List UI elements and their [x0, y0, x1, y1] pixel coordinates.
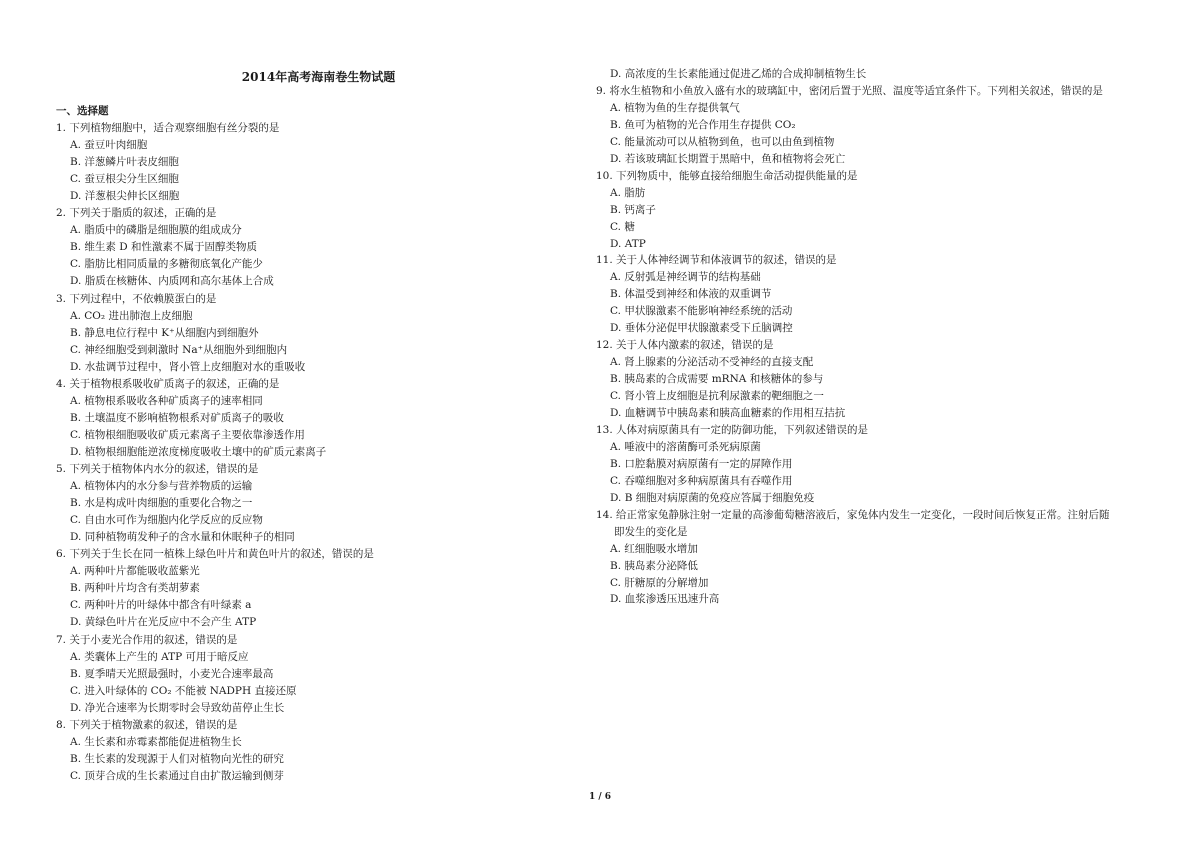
answer-option: A. 蚕豆叶肉细胞 — [70, 139, 148, 152]
question-stem: 10. 下列物质中，能够直接给细胞生命活动提供能量的是 — [596, 169, 858, 182]
answer-option: B. 两种叶片均含有类胡萝素 — [70, 582, 200, 595]
answer-option: B. 洋葱鳞片叶表皮细胞 — [70, 156, 179, 169]
answer-option: A. 红细胞吸水增加 — [610, 542, 698, 555]
answer-option: A. 脂质中的磷脂是细胞膜的组成成分 — [70, 224, 242, 237]
answer-option: D. 若该玻璃缸长期置于黑暗中，鱼和植物将会死亡 — [610, 152, 846, 165]
question-stem: 3. 下列过程中，不依赖膜蛋白的是 — [56, 292, 217, 305]
answer-option: A. 脂肪 — [610, 186, 646, 199]
question-stem: 9. 将水生植物和小鱼放入盛有水的玻璃缸中，密闭后置于光照、温度等适宜条件下。下列相关叙述，错误的是 — [596, 84, 1103, 97]
question-stem: 11. 关于人体神经调节和体液调节的叙述，错误的是 — [596, 254, 837, 267]
answer-option: B. 鱼可为植物的光合作用生存提供 CO₂ — [610, 118, 796, 131]
question-stem: 6. 下列关于生长在同一植株上绿色叶片和黄色叶片的叙述，错误的是 — [56, 548, 374, 561]
answer-option: B. 胰岛素的合成需要 mRNA 和核糖体的参与 — [610, 373, 824, 386]
answer-option: A. 唾液中的溶菌酶可杀死病原菌 — [610, 440, 761, 453]
answer-option: B. 夏季晴天光照最强时，小麦光合速率最高 — [70, 667, 274, 680]
page-title: 2014年高考海南卷生物试题 — [241, 70, 396, 84]
answer-option: D. 水盐调节过程中，肾小管上皮细胞对水的重吸收 — [70, 360, 306, 373]
answer-option: D. 垂体分泌促甲状腺激素受下丘脑调控 — [610, 322, 793, 335]
answer-option: A. 类囊体上产生的 ATP 可用于暗反应 — [70, 650, 249, 663]
answer-option: D. ATP — [610, 237, 646, 250]
answer-option: B. 口腔黏膜对病原菌有一定的屏障作用 — [610, 457, 793, 470]
answer-option: C. 肝糖原的分解增加 — [610, 576, 709, 589]
answer-option: D. 高浓度的生长素能通过促进乙烯的合成抑制植物生长 — [610, 68, 867, 80]
answer-option: B. 维生素 D 和性激素不属于固醇类物质 — [70, 241, 257, 254]
answer-option: C. 植物根细胞吸收矿质元素离子主要依靠渗透作用 — [70, 428, 305, 441]
answer-option: C. 吞噬细胞对多种病原菌具有吞噬作用 — [610, 474, 793, 487]
answer-option: B. 生长素的发现源于人们对植物向光性的研究 — [70, 752, 284, 765]
answer-option: D. 血浆渗透压迅速升高 — [610, 593, 720, 606]
answer-option: A. 生长素和赤霉素都能促进植物生长 — [70, 735, 242, 748]
question-stem: 1. 下列植物细胞中，适合观察细胞有丝分裂的是 — [56, 122, 280, 134]
answer-option: B. 静息电位行程中 K⁺从细胞内到细胞外 — [70, 326, 259, 339]
answer-option: D. B 细胞对病原菌的免疫应答属于细胞免疫 — [610, 491, 815, 504]
question-stem-continued: 即发生的变化是 — [614, 525, 688, 538]
answer-option: C. 肾小管上皮细胞是抗利尿激素的靶细胞之一 — [610, 390, 824, 403]
answer-option: A. CO₂ 进出肺泡上皮细胞 — [70, 309, 193, 322]
answer-option: D. 脂质在核糖体、内质网和高尔基体上合成 — [70, 275, 274, 288]
question-stem: 8. 下列关于植物激素的叙述，错误的是 — [56, 718, 238, 731]
answer-option: A. 植物体内的水分参与营养物质的运输 — [70, 480, 253, 493]
answer-option: A. 植物为鱼的生存提供氧气 — [610, 101, 740, 114]
answer-option: C. 神经细胞受到刺激时 Na⁺从细胞外到细胞内 — [70, 343, 288, 356]
answer-option: C. 蚕豆根尖分生区细胞 — [70, 173, 179, 186]
answer-option: D. 洋葱根尖伸长区细胞 — [70, 190, 180, 203]
question-stem: 13. 人体对病原菌具有一定的防御功能，下列叙述错误的是 — [596, 423, 869, 436]
answer-option: B. 钙离子 — [610, 203, 656, 216]
answer-option: C. 能量流动可以从植物到鱼，也可以由鱼到植物 — [610, 135, 835, 148]
page-number: 1 / 6 — [588, 792, 612, 802]
answer-option: B. 体温受到神经和体液的双重调节 — [610, 288, 772, 301]
answer-option: C. 自由水可作为细胞内化学反应的反应物 — [70, 514, 263, 527]
section-heading: 一、选择题 — [56, 105, 109, 117]
answer-option: C. 脂肪比相同质量的多糖彻底氧化产能少 — [70, 258, 263, 271]
answer-option: B. 土壤温度不影响植物根系对矿质离子的吸收 — [70, 411, 284, 424]
answer-option: C. 糖 — [610, 220, 635, 233]
answer-option: C. 顶芽合成的生长素通过自由扩散运输到侧芽 — [70, 769, 284, 782]
answer-option: D. 植物根细胞能逆浓度梯度吸收土壤中的矿质元素离子 — [70, 445, 327, 458]
answer-option: A. 植物根系吸收各种矿质离子的速率相同 — [70, 394, 263, 407]
answer-option: C. 进入叶绿体的 CO₂ 不能被 NADPH 直接还原 — [70, 684, 297, 697]
question-stem: 14. 给正常家兔静脉注射一定量的高渗葡萄糖溶液后，家兔体内发生一定变化，一段时间后恢复正常。注射后随 — [596, 508, 1110, 521]
answer-option: D. 同种植物萌发种子的含水量和休眠种子的相同 — [70, 531, 295, 544]
answer-option: C. 甲状腺激素不能影响神经系统的活动 — [610, 305, 793, 318]
answer-option: B. 水是构成叶肉细胞的重要化合物之一 — [70, 497, 253, 510]
question-stem: 4. 关于植物根系吸收矿质离子的叙述，正确的是 — [56, 377, 280, 390]
answer-option: D. 血糖调节中胰岛素和胰高血糖素的作用相互拮抗 — [610, 407, 846, 419]
answer-option: A. 反射弧是神经调节的结构基础 — [610, 271, 761, 284]
question-stem: 7. 关于小麦光合作用的叙述，错误的是 — [56, 633, 238, 646]
answer-option: D. 黄绿色叶片在光反应中不会产生 ATP — [70, 616, 257, 629]
answer-option: C. 两种叶片的叶绿体中都含有叶绿素 a — [70, 599, 252, 612]
answer-option: B. 胰岛素分泌降低 — [610, 559, 698, 572]
answer-option: A. 两种叶片都能吸收蓝紫光 — [70, 565, 200, 578]
question-stem: 12. 关于人体内激素的叙述，错误的是 — [596, 339, 774, 352]
question-stem: 2. 下列关于脂质的叙述，正确的是 — [56, 207, 217, 220]
answer-option: A. 肾上腺素的分泌活动不受神经的直接支配 — [610, 356, 814, 369]
question-stem: 5. 下列关于植物体内水分的叙述，错误的是 — [56, 463, 259, 475]
answer-option: D. 净光合速率为长期零时会导致幼苗停止生长 — [70, 701, 285, 714]
